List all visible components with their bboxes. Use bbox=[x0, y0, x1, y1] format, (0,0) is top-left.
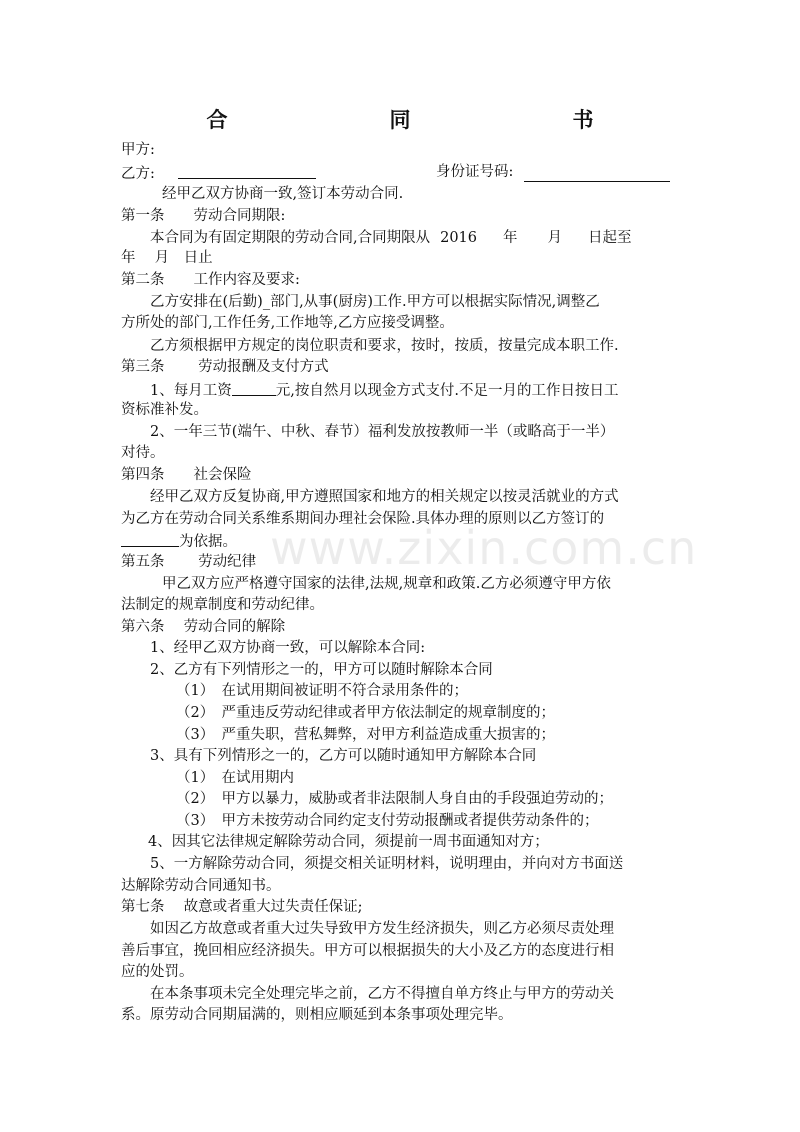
article-6-heading: 第六条 劳动合同的解除 bbox=[121, 619, 286, 635]
article-6-item-3-sub-2: （2） 甲方以暴力，威胁或者非法限制人身自由的手段强迫劳动的； bbox=[176, 791, 613, 807]
article-6-item-4: 4、因其它法律规定解除劳动合同，须提前一周书面通知对方； bbox=[148, 834, 549, 850]
article-3-item-2-line-2: 对待。 bbox=[121, 445, 165, 461]
article-4-paragraph-line-1: 经甲乙双方反复协商,甲方遵照国家和地方的相关规定以按灵活就业的方式 bbox=[150, 489, 619, 505]
article-5-paragraph-line-1: 甲乙双方应严格遵守国家的法律,法规,规章和政策.乙方必须遵守甲方依 bbox=[162, 576, 611, 592]
insurance-basis-blank[interactable] bbox=[121, 530, 179, 547]
article-2-paragraph-1-line-2: 方所处的部门,工作任务,工作地等,乙方应接受调整。 bbox=[121, 315, 454, 331]
id-number-blank[interactable] bbox=[524, 165, 670, 182]
article-6-item-2-sub-1: （1） 在试用期间被证明不符合录用条件的； bbox=[176, 683, 468, 699]
article-6-item-2-sub-2: （2） 严重违反劳动纪律或者甲方依法制定的规章制度的； bbox=[176, 705, 555, 721]
article-5-paragraph-line-2: 法制定的规章制度和劳动纪律。 bbox=[121, 597, 324, 613]
article-3-heading: 第三条 劳动报酬及支付方式 bbox=[121, 359, 329, 375]
article-2-paragraph-1-line-1: 乙方安排在(后勤)_部门,从事(厨房)工作.甲方可以根据实际情况,调整乙 bbox=[150, 294, 600, 310]
party-b-name-blank[interactable] bbox=[178, 162, 316, 179]
party-a-line bbox=[121, 140, 681, 161]
party-a-label: 甲方: bbox=[121, 142, 155, 158]
article-4-paragraph-line-2: 为乙方在劳动合同关系维系期间办理社会保险.具体办理的原则以乙方签订的 bbox=[121, 511, 605, 527]
article-7-paragraph-1-line-2: 善后事宜，挽回相应经济损失。甲方可以根据损失的大小及乙方的态度进行相 bbox=[121, 943, 614, 959]
article-6-item-5-line-2: 达解除劳动合同通知书。 bbox=[121, 878, 281, 894]
article-7-heading: 第七条 故意或者重大过失责任保证; bbox=[121, 899, 363, 915]
document-title: 合 同 书 bbox=[206, 108, 634, 132]
article-6-item-2-sub-3: （3） 严重失职，营私舞弊，对甲方利益造成重大损害的； bbox=[176, 727, 555, 743]
contract-start-year: 2016 bbox=[440, 230, 478, 246]
article-6-item-3: 3、具有下列情形之一的，乙方可以随时通知甲方解除本合同 bbox=[150, 748, 537, 764]
article-3-item-1-line-2: 资标准补发。 bbox=[121, 402, 208, 418]
party-b-label: 乙方: bbox=[121, 166, 155, 182]
article-7-paragraph-2-line-2: 系。原劳动合同期届满的，则相应顺延到本条事项处理完毕。 bbox=[121, 1007, 513, 1023]
id-number-label: 身份证号码: bbox=[436, 164, 514, 180]
article-6-item-5-line-1: 5、一方解除劳动合同，须提交相关证明材料，说明理由，并向对方书面送 bbox=[150, 856, 624, 872]
article-1-heading: 第一条 劳动合同期限: bbox=[121, 208, 286, 224]
article-3-item-2-line-1: 2、一年三节(端午、中秋、春节）福利发放按教师一半（或略高于一半） bbox=[150, 424, 615, 440]
article-6-item-3-sub-1: （1） 在试用期内 bbox=[176, 770, 294, 786]
article-1-paragraph-line-2: 年 月 日止 bbox=[121, 250, 213, 266]
article-4-paragraph-line-3: 为依据。 bbox=[121, 530, 681, 551]
intro-text: 经甲乙双方协商一致,签订本劳动合同. bbox=[162, 186, 404, 202]
article-7-paragraph-2-line-1: 在本条事项未完全处理完毕之前，乙方不得擅自单方终止与甲方的劳动关 bbox=[150, 986, 614, 1002]
article-5-heading: 第五条 劳动纪律 bbox=[121, 554, 257, 570]
article-2-paragraph-2: 乙方须根据甲方规定的岗位职责和要求，按时，按质，按量完成本职工作. bbox=[150, 338, 619, 354]
article-2-heading: 第二条 工作内容及要求: bbox=[121, 272, 300, 288]
article-7-paragraph-1-line-1: 如因乙方故意或者重大过失导致甲方发生经济损失，则乙方必须尽责处理 bbox=[150, 921, 614, 937]
site-watermark: www.zixin.com.cn bbox=[270, 521, 698, 575]
article-7-paragraph-1-line-3: 应的处罚。 bbox=[121, 964, 194, 980]
article-3-item-1-line-1: 1、每月工资 元,按自然月以现金方式支付.不足一月的工作日按日工 bbox=[150, 379, 710, 400]
article-6-item-3-sub-3: （3） 甲方未按劳动合同约定支付劳动报酬或者提供劳动条件的； bbox=[176, 813, 599, 829]
article-6-item-1: 1、经甲乙双方协商一致，可以解除本合同: bbox=[150, 640, 426, 656]
party-b-line bbox=[121, 162, 681, 183]
article-1-paragraph-line-1: 本合同为有固定期限的劳动合同,合同期限从 2016 年 月 日起至 bbox=[150, 230, 632, 246]
article-6-item-2: 2、乙方有下列情形之一的，甲方可以随时解除本合同 bbox=[150, 662, 493, 678]
monthly-salary-blank[interactable] bbox=[232, 379, 276, 396]
article-4-heading: 第四条 社会保险 bbox=[121, 467, 252, 483]
